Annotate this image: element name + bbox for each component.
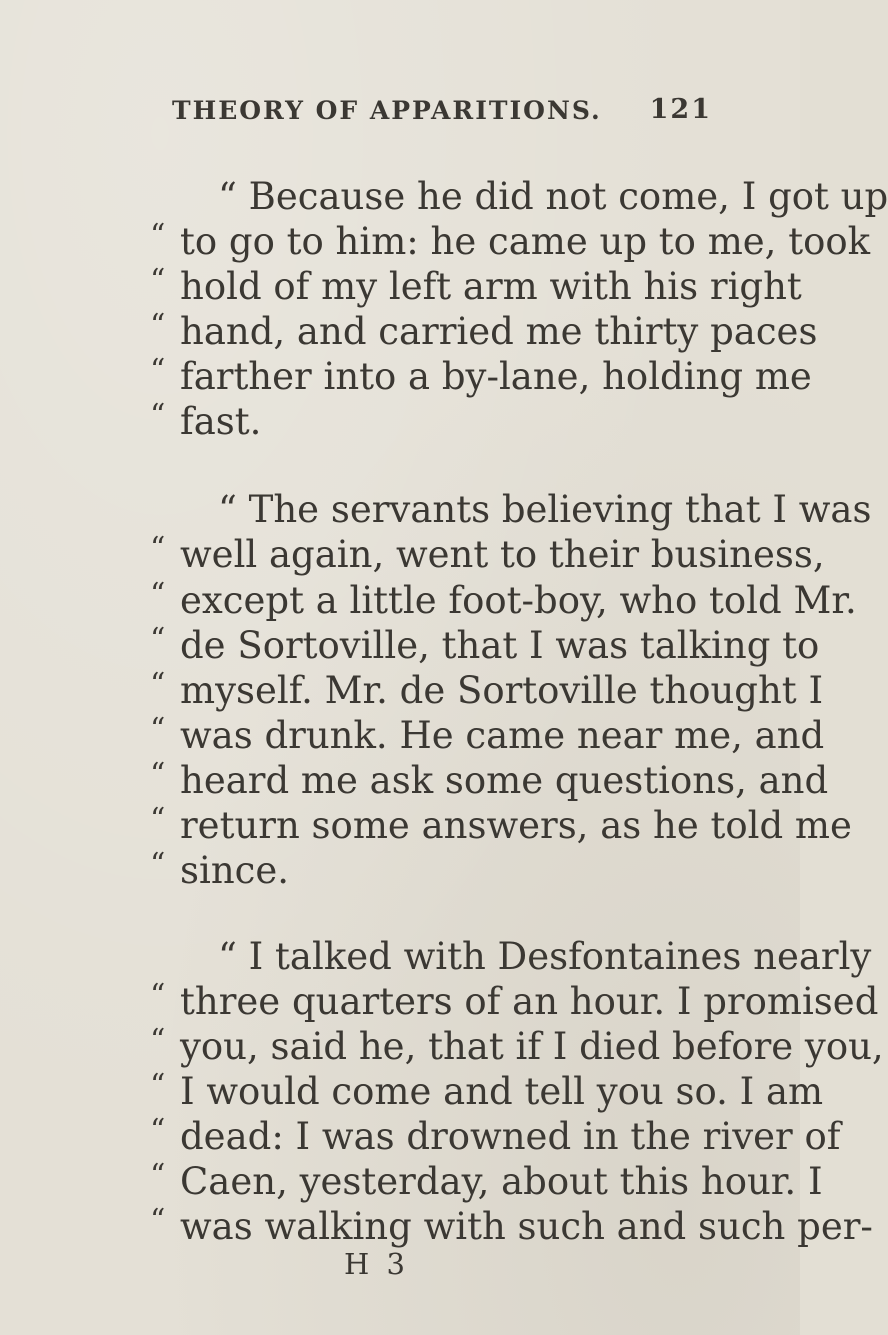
line-text: heard me ask some questions, and	[180, 759, 829, 802]
text-line	[0, 1067, 824, 1117]
text-line	[0, 1022, 884, 1072]
continued-quote-mark: “	[150, 218, 166, 253]
continued-quote-mark: “	[150, 667, 166, 702]
continued-quote-mark: “	[150, 622, 166, 657]
signature-mark: H 3	[344, 1247, 409, 1281]
text-line	[0, 621, 820, 671]
continued-quote-mark: “	[150, 353, 166, 388]
line-text: hold of my left arm with his right	[180, 265, 802, 308]
text-line	[0, 217, 871, 267]
text-line	[0, 530, 825, 580]
line-text: Caen, yesterday, about this hour. I	[180, 1160, 823, 1203]
text-line	[0, 262, 800, 312]
line-text: I would come and tell you so. I am	[180, 1070, 824, 1113]
text-line	[0, 711, 825, 761]
page-header	[172, 94, 712, 136]
line-text: “ The servants believing that I was	[218, 488, 872, 531]
line-text: to go to him: he came up to me, took	[180, 220, 871, 263]
line-text: except a little foot-boy, who told Mr.	[180, 579, 857, 622]
line-text: three quarters of an hour. I promised	[180, 980, 879, 1023]
continued-quote-mark: “	[150, 1113, 166, 1148]
continued-quote-mark: “	[150, 1158, 166, 1193]
line-text: myself. Mr. de Sortoville thought I	[180, 669, 824, 712]
line-text: was drunk. He came near me, and	[180, 714, 825, 757]
text-line	[0, 352, 812, 402]
text-line	[0, 801, 852, 851]
text-line	[0, 977, 879, 1027]
text-line	[0, 1157, 823, 1207]
continued-quote-mark: “	[150, 308, 166, 343]
continued-quote-mark: “	[150, 757, 166, 792]
text-line	[0, 932, 872, 982]
text-line	[0, 666, 824, 716]
continued-quote-mark: “	[150, 712, 166, 747]
continued-quote-mark: “	[150, 1023, 166, 1058]
text-line	[0, 172, 888, 222]
continued-quote-mark: “	[150, 577, 166, 612]
continued-quote-mark: “	[150, 398, 166, 433]
continued-quote-mark: “	[150, 1068, 166, 1103]
line-text: you, said he, that if I died before you,	[180, 1025, 884, 1068]
page-number: 121	[649, 94, 712, 125]
text-line	[0, 397, 800, 447]
continued-quote-mark: “	[150, 1203, 166, 1238]
continued-quote-mark: “	[150, 263, 166, 298]
running-head: THEORY OF APPARITIONS.	[172, 96, 602, 125]
line-text: return some answers, as he told me	[180, 804, 852, 847]
line-text: de Sortoville, that I was talking to	[180, 624, 820, 667]
line-text: hand, and carried me thirty paces	[180, 310, 818, 353]
line-text: well again, went to their business,	[180, 533, 825, 576]
line-text: “ Because he did not come, I got up	[218, 175, 888, 218]
line-text: since.	[180, 849, 290, 892]
text-line	[0, 1202, 873, 1252]
line-text: “ I talked with Desfontaines nearly	[218, 935, 872, 978]
continued-quote-mark: “	[150, 978, 166, 1013]
text-line	[0, 846, 800, 896]
text-line	[0, 576, 857, 626]
continued-quote-mark: “	[150, 802, 166, 837]
line-text: farther into a by-lane, holding me	[180, 355, 812, 398]
line-text: was walking with such and such per-	[180, 1205, 873, 1248]
continued-quote-mark: “	[150, 531, 166, 566]
line-text: dead: I was drowned in the river of	[180, 1115, 841, 1158]
text-line	[0, 485, 872, 535]
text-line	[0, 307, 818, 357]
text-line	[0, 1112, 841, 1162]
text-line	[0, 756, 829, 806]
line-text: fast.	[180, 400, 262, 443]
continued-quote-mark: “	[150, 847, 166, 882]
